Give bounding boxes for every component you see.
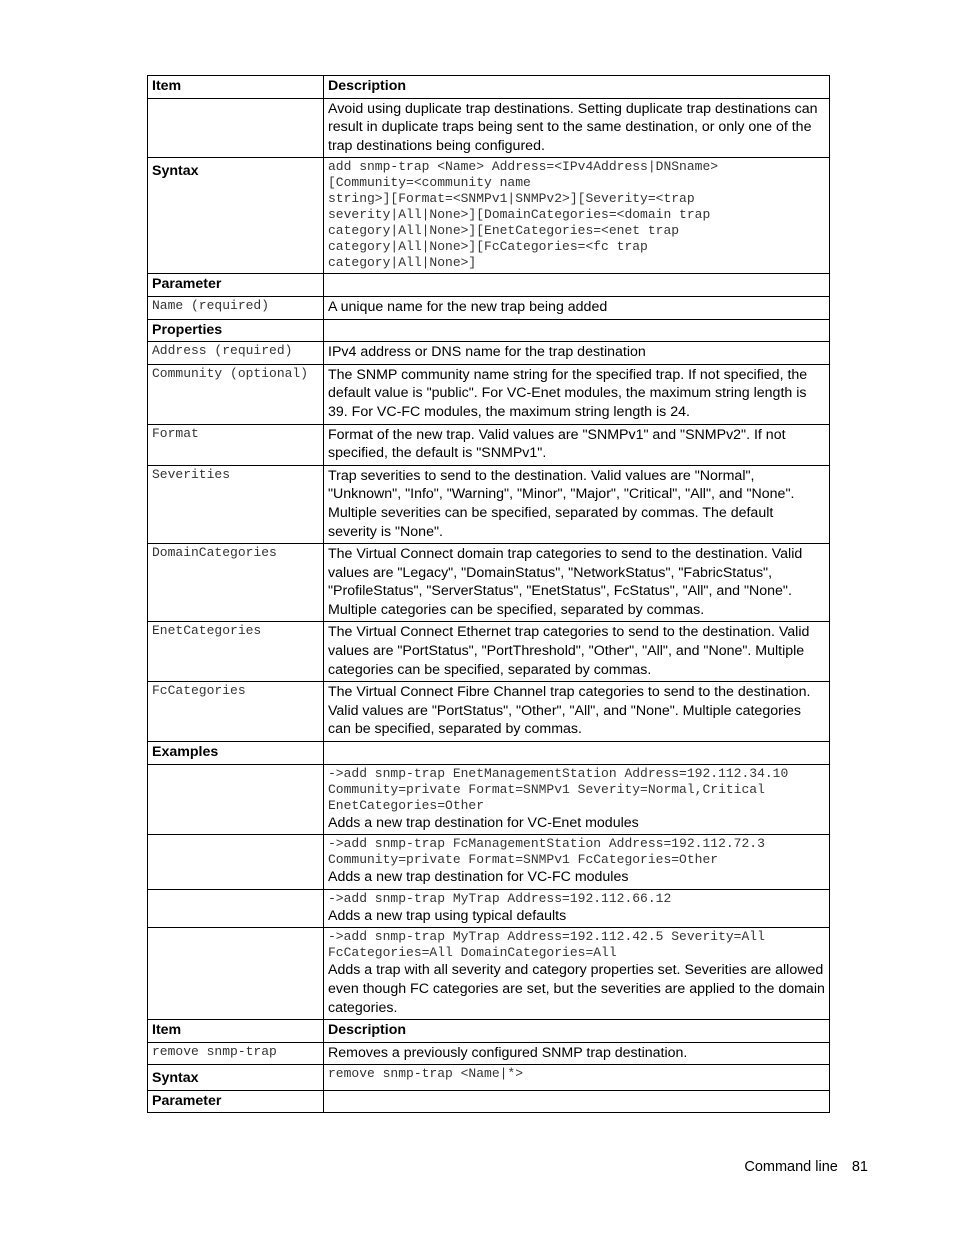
item-cell (148, 889, 324, 928)
section-row (148, 742, 830, 765)
header-item: Item (148, 76, 324, 99)
description-cell (324, 424, 830, 465)
code-line: Community=private Format=SNMPv1 Severity=Normal,Critical (328, 781, 765, 797)
description-cell (324, 622, 830, 682)
description-text: IPv4 address or DNS name for the trap destination (328, 344, 646, 361)
table-row (148, 364, 830, 424)
description-cell (324, 364, 830, 424)
item-cell: Syntax (148, 1065, 324, 1091)
description-text: Adds a new trap destination for VC-FC modules (328, 869, 629, 886)
description-cell (324, 465, 830, 543)
item-cell (148, 98, 324, 158)
item-cell: FcCategories (148, 682, 324, 742)
description-cell (324, 742, 830, 765)
code-line: severity|All|None>][DomainCategories=<domain trap (328, 207, 711, 223)
item-cell: DomainCategories (148, 544, 324, 622)
section-row (148, 319, 830, 342)
code-line: category|All|None>] (328, 255, 477, 271)
description-text: Format of the new trap. Valid values are "SNMPv1" and "SNMPv2". If not specified, the default is "SNMPv1". (328, 426, 786, 462)
table-row (148, 296, 830, 319)
table-row (148, 465, 830, 543)
description-cell (324, 1090, 830, 1113)
table-row (148, 424, 830, 465)
description-cell (324, 1042, 830, 1065)
command-table-remove-snmp-trap (147, 1019, 830, 1113)
table-row (148, 682, 830, 742)
header-item: Item (148, 1020, 324, 1043)
description-text: A unique name for the new trap being added (328, 298, 608, 315)
item-cell: Severities (148, 465, 324, 543)
table-row (148, 1065, 830, 1091)
description-text: The Virtual Connect domain trap categories to send to the destination. Valid values are "Legacy", "DomainStatus", "NetworkStatus", "FabricStatus", "ProfileStatus", "ServerStatus", "EnetStatus", FcStatus", "All", and "None". Multiple categories can be specified, separated by commas. (328, 546, 803, 618)
table-header-row (148, 1020, 830, 1043)
description-text: Avoid using duplicate trap destinations. Setting duplicate trap destinations can result in duplicate traps being sent to the same destination, or only one of the trap destinations being configured. (328, 100, 818, 154)
item-cell: Syntax (148, 158, 324, 274)
table-row (148, 98, 830, 158)
code-line: ->add snmp-trap MyTrap Address=192.112.66.12 (328, 890, 672, 906)
code-line: FcCategories=All DomainCategories=All (328, 945, 617, 961)
description-text: The Virtual Connect Fibre Channel trap categories to send to the destination. Valid values are "PortStatus", "Other", "All", and "None". Multiple categories can be specified, separated by commas. (328, 684, 811, 738)
item-cell: Name (required) (148, 296, 324, 319)
item-cell: Parameter (148, 274, 324, 297)
item-cell: Format (148, 424, 324, 465)
table-header-row (148, 76, 830, 99)
code-line: ->add snmp-trap FcManagementStation Address=192.112.72.3 (328, 836, 765, 852)
description-cell (324, 835, 830, 890)
description-cell (324, 274, 830, 297)
table-row (148, 158, 830, 274)
code-line: ->add snmp-trap EnetManagementStation Address=192.112.34.10 (328, 765, 789, 781)
page-footer (730, 1159, 868, 1175)
section-row (148, 1090, 830, 1113)
code-line: string>][Format=<SNMPv1|SNMPv2>][Severity=<trap (328, 191, 695, 207)
table-row (148, 622, 830, 682)
description-text: Removes a previously configured SNMP trap destination. (328, 1044, 688, 1061)
description-cell (324, 98, 830, 158)
code-line: add snmp-trap <Name> Address=<IPv4Address|DNSname> (328, 159, 719, 175)
description-cell (324, 158, 830, 274)
description-text (328, 321, 825, 340)
table-row (148, 835, 830, 890)
description-text (328, 275, 825, 294)
code-line: category|All|None>][FcCategories=<fc trap (328, 239, 648, 255)
code-line: remove snmp-trap <Name|*> (328, 1066, 524, 1082)
description-text: The Virtual Connect Ethernet trap categories to send to the destination. Valid values are "PortStatus", "PortThreshold", "Other", "All", and "None". Multiple categories can be specified, separated by commas. (328, 624, 810, 678)
description-cell (324, 889, 830, 928)
table-row (148, 342, 830, 365)
description-cell (324, 1065, 830, 1091)
footer-section-title: Command line (744, 1159, 838, 1175)
item-cell (148, 835, 324, 890)
table-row (148, 764, 830, 835)
item-cell: Community (optional) (148, 364, 324, 424)
item-cell (148, 928, 324, 1020)
item-cell: EnetCategories (148, 622, 324, 682)
item-cell: Examples (148, 742, 324, 765)
description-cell (324, 544, 830, 622)
description-text: Adds a new trap destination for VC-Enet modules (328, 814, 639, 831)
description-text: Trap severities to send to the destination. Valid values are "Normal", "Unknown", "Info", "Warning", "Minor", "Major", "Critical", "All", and "None". Multiple severities can be specified, separated by commas. The default severity is "None". (328, 467, 795, 540)
page-number: 81 (851, 1159, 868, 1175)
header-description: Description (324, 1020, 830, 1043)
description-text: Adds a trap with all severity and category properties set. Severities are allowed even though FC categories are set, but the severities are applied to the domain categories. (328, 962, 825, 1016)
description-cell (324, 764, 830, 835)
table-row (148, 889, 830, 928)
header-description: Description (324, 76, 830, 99)
description-text (328, 1092, 825, 1111)
section-row (148, 274, 830, 297)
code-line: Community=private Format=SNMPv1 FcCategories=Other (328, 852, 719, 868)
item-cell: Parameter (148, 1090, 324, 1113)
table-row (148, 1042, 830, 1065)
code-line: [Community=<community name (328, 175, 531, 191)
table-row (148, 928, 830, 1020)
description-text: Adds a new trap using typical defaults (328, 907, 567, 924)
description-cell (324, 319, 830, 342)
description-text: The SNMP community name string for the specified trap. If not specified, the default value is "public". For VC-Enet modules, the maximum string length is 39. For VC-FC modules, the maximum string length is 24. (328, 366, 808, 420)
item-cell: remove snmp-trap (148, 1042, 324, 1065)
code-line: EnetCategories=Other (328, 797, 485, 813)
code-line: category|All|None>][EnetCategories=<enet trap (328, 223, 680, 239)
table-row (148, 544, 830, 622)
description-cell (324, 682, 830, 742)
item-cell: Address (required) (148, 342, 324, 365)
item-cell: Properties (148, 319, 324, 342)
description-cell (324, 342, 830, 365)
command-table-add-snmp-trap (147, 75, 830, 1020)
item-cell (148, 764, 324, 835)
description-cell (324, 296, 830, 319)
description-text (328, 743, 825, 762)
code-line: ->add snmp-trap MyTrap Address=192.112.42.5 Severity=All (328, 929, 765, 945)
description-cell (324, 928, 830, 1020)
